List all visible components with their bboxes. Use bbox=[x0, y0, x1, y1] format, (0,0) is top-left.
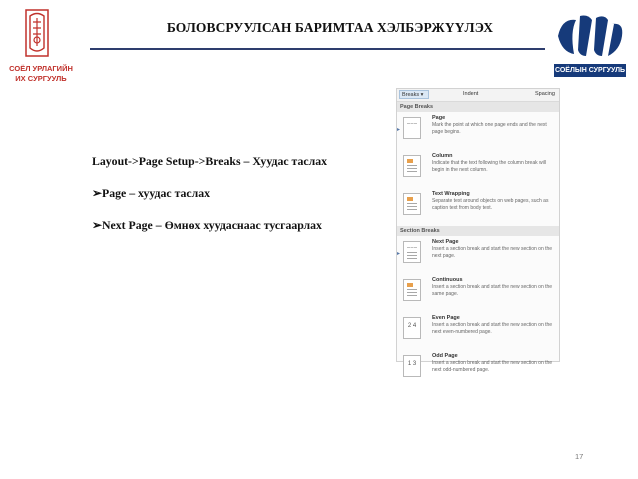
slide-body bbox=[92, 154, 382, 234]
school-emblem-icon bbox=[554, 10, 626, 62]
menu-item-column[interactable] bbox=[397, 150, 559, 188]
layout-toolbar bbox=[397, 89, 559, 102]
menu-item-even-page[interactable] bbox=[397, 312, 559, 350]
bullet-text-page: Page – хуудас таслах bbox=[102, 186, 211, 200]
arrow-bullet-icon: ➢ bbox=[92, 218, 102, 232]
bullet-text-next-page: Next Page – Өмнөх хуудаснаас тусгаарлах bbox=[102, 218, 322, 232]
left-logo-line2: ИХ СУРГУУЛЬ bbox=[15, 74, 67, 83]
menu-item-next-page[interactable] bbox=[397, 236, 559, 274]
menu-item-desc: Insert a section break and start the new section on the next odd-numbered page. bbox=[432, 360, 553, 373]
odd-page-icon-text: 1 3 bbox=[407, 361, 417, 367]
menu-item-desc: Indicate that the text following the column break will begin in the next column. bbox=[432, 160, 546, 173]
crest-icon bbox=[22, 8, 52, 60]
menu-item-name: Odd Page bbox=[432, 353, 458, 359]
menu-item-name: Even Page bbox=[432, 315, 460, 321]
university-logo-left bbox=[6, 8, 76, 94]
title-divider bbox=[90, 48, 545, 50]
menu-item-name: Continuous bbox=[432, 277, 463, 283]
body-line-path: Layout->Page Setup->Breaks – Хуудас таслах bbox=[92, 154, 328, 168]
menu-item-name: Page bbox=[432, 115, 446, 121]
bullet-item-page bbox=[92, 186, 382, 202]
menu-item-text-wrapping[interactable] bbox=[397, 188, 559, 226]
arrow-bullet-icon: ➢ bbox=[92, 186, 102, 200]
menu-item-desc: Insert a section break and start the new section on the same page. bbox=[432, 284, 553, 297]
triangle-pointer-icon: ▸ bbox=[397, 127, 401, 133]
even-page-icon-text: 2 4 bbox=[407, 323, 417, 329]
menu-item-name: Next Page bbox=[432, 239, 459, 245]
section-breaks-header: Section Breaks bbox=[397, 226, 559, 236]
triangle-pointer-icon: ▸ bbox=[397, 251, 401, 257]
breaks-dropdown-menu bbox=[396, 88, 560, 373]
page-breaks-header: Page Breaks bbox=[397, 102, 559, 112]
continuous-break-icon bbox=[403, 279, 421, 301]
menu-item-desc: Mark the point at which one page ends and the next page begins. bbox=[432, 122, 547, 135]
indent-label: Indent bbox=[463, 91, 479, 97]
breaks-label: Breaks bbox=[402, 92, 420, 98]
menu-item-name: Column bbox=[432, 153, 453, 159]
menu-item-desc: Insert a section break and start the new section on the next even-numbered page. bbox=[432, 322, 553, 335]
slide-page-number: 17 bbox=[575, 452, 584, 461]
bullet-item-next-page bbox=[92, 218, 382, 234]
odd-page-break-icon bbox=[403, 355, 421, 377]
slide-title: БОЛОВСРУУЛСАН БАРИМТАА ХЭЛБЭРЖҮҮЛЭХ bbox=[166, 20, 494, 35]
spacing-label: Spacing bbox=[535, 91, 555, 97]
right-logo-badge: СОЁЛЫН СУРГУУЛЬ bbox=[554, 64, 626, 77]
even-page-break-icon bbox=[403, 317, 421, 339]
menu-item-desc: Insert a section break and start the new section on the next page. bbox=[432, 246, 553, 259]
menu-item-desc: Separate text around objects on web pages, such as caption text from body text. bbox=[432, 198, 549, 211]
menu-item-page[interactable] bbox=[397, 112, 559, 150]
breaks-button[interactable]: Breaks ▾ bbox=[399, 90, 429, 99]
next-page-break-icon bbox=[403, 241, 421, 263]
menu-item-odd-page[interactable] bbox=[397, 350, 559, 388]
menu-item-continuous[interactable] bbox=[397, 274, 559, 312]
school-logo-right bbox=[548, 10, 634, 80]
page-break-icon bbox=[403, 117, 421, 139]
menu-item-name: Text Wrapping bbox=[432, 191, 470, 197]
column-break-icon bbox=[403, 155, 421, 177]
left-logo-line1: СОЁЛ УРЛАГИЙН bbox=[9, 64, 73, 73]
text-wrapping-icon bbox=[403, 193, 421, 215]
